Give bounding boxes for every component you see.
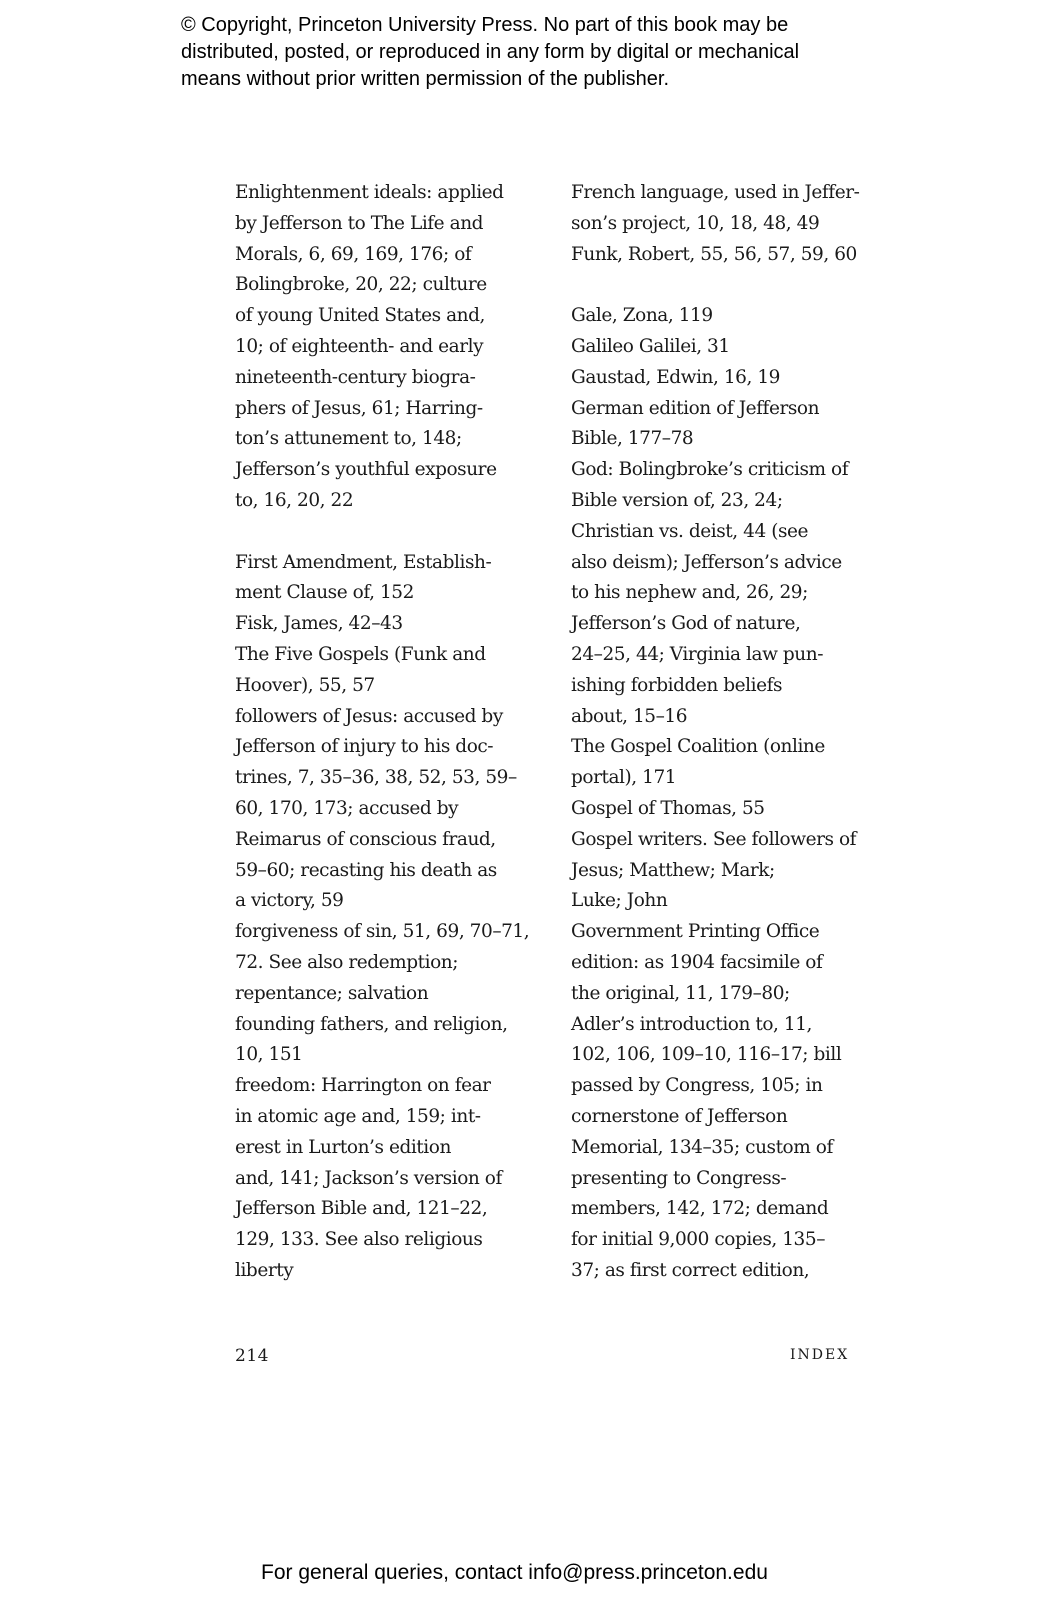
index-entry-line: Morals, 6, 69, 169, 176; of bbox=[235, 243, 472, 265]
index-entry-line: 72. See also redemption; bbox=[235, 951, 459, 973]
index-entry bbox=[571, 332, 871, 363]
copyright-line: means without prior written permission of the publisher. bbox=[181, 68, 670, 90]
index-entry-line: a victory, 59 bbox=[235, 890, 344, 912]
index-entry-line: The Five Gospels (Funk and bbox=[235, 643, 486, 665]
index-entry-line: Bible version of, 23, 24; bbox=[571, 489, 783, 511]
index-entry-line: members, 142, 172; demand bbox=[571, 1198, 829, 1220]
index-entry-line: Galileo Galilei, 31 bbox=[571, 335, 730, 357]
index-entry-line: Enlightenment ideals: applied bbox=[235, 182, 504, 203]
index-entry-line: Christian vs. deist, 44 (see bbox=[571, 520, 809, 542]
index-entry-line: Gospel writers. See followers of bbox=[571, 828, 857, 850]
index-entry-line: repentance; salvation bbox=[235, 982, 429, 1004]
index-entry bbox=[571, 394, 871, 456]
index-column-left bbox=[235, 178, 530, 1287]
index-entry-line: followers of Jesus: accused by bbox=[235, 705, 503, 727]
index-entry bbox=[571, 240, 871, 271]
index-entry-line: ment Clause of, 152 bbox=[235, 582, 414, 604]
index-entry-line: Fisk, James, 42–43 bbox=[235, 613, 403, 635]
index-entry-line: German edition of Jefferson bbox=[571, 397, 820, 419]
index-entry-line: Gale, Zona, 119 bbox=[571, 305, 713, 327]
copyright-line: © Copyright, Princeton University Press. No part of this book may be bbox=[181, 14, 789, 36]
index-entry-line: portal), 171 bbox=[571, 767, 677, 789]
index-entry-line: First Amendment, Establish- bbox=[235, 551, 492, 573]
index-entry bbox=[571, 732, 871, 794]
index-entry-line: son’s project, 10, 18, 48, 49 bbox=[571, 212, 820, 234]
general-queries-contact: For general queries, contact info@press.princeton.edu bbox=[261, 1561, 768, 1584]
index-entry bbox=[235, 1071, 525, 1287]
index-entry-line: cornerstone of Jefferson bbox=[571, 1105, 788, 1127]
index-column-right bbox=[571, 178, 871, 1287]
index-entry-line: God: Bolingbroke’s criticism of bbox=[571, 459, 849, 481]
index-entry-line: about, 15–16 bbox=[571, 705, 688, 727]
letter-group-gap bbox=[571, 270, 871, 301]
index-entry bbox=[235, 702, 525, 918]
index-entry-line: for initial 9,000 copies, 135– bbox=[571, 1229, 826, 1251]
index-entry bbox=[571, 917, 871, 1287]
index-entry-line: Adler’s introduction to, 11, bbox=[571, 1013, 812, 1035]
index-entry-line: founding fathers, and religion, bbox=[235, 1013, 508, 1035]
index-entry-line: Funk, Robert, 55, 56, 57, 59, 60 bbox=[571, 243, 857, 265]
index-entry bbox=[571, 455, 871, 732]
index-entry-line: liberty bbox=[235, 1259, 294, 1281]
index-entry-line: of young United States and, bbox=[235, 305, 485, 327]
copyright-line: distributed, posted, or reproduced in any form by digital or mechanical bbox=[181, 41, 800, 63]
index-entry-line: Government Printing Office bbox=[571, 921, 820, 943]
index-entry bbox=[235, 178, 525, 517]
index-entry-line: 24–25, 44; Virginia law pun- bbox=[571, 643, 824, 665]
index-entry-line: Reimarus of conscious fraud, bbox=[235, 828, 496, 850]
index-entry bbox=[235, 640, 525, 702]
index-entry-line: 10, 151 bbox=[235, 1044, 303, 1066]
index-entry bbox=[571, 301, 871, 332]
index-entry-line: Bible, 177–78 bbox=[571, 428, 694, 450]
index-entry-line: Jefferson’s youthful exposure bbox=[235, 459, 497, 481]
index-entry-line: ishing forbidden beliefs bbox=[571, 674, 783, 696]
index-entry bbox=[235, 548, 525, 610]
index-entry-line: 102, 106, 109–10, 116–17; bill bbox=[571, 1044, 842, 1066]
index-entry-line: Jefferson of injury to his doc- bbox=[235, 736, 494, 758]
copyright-notice bbox=[181, 12, 941, 93]
index-entry-line: 10; of eighteenth- and early bbox=[235, 335, 484, 357]
index-entry bbox=[571, 178, 871, 240]
index-entry-line: forgiveness of sin, 51, 69, 70–71, bbox=[235, 921, 530, 943]
index-entry-line: the original, 11, 179–80; bbox=[571, 982, 790, 1004]
index-entry-line: French language, used in Jeffer- bbox=[571, 182, 860, 203]
index-entry-line: 37; as first correct edition, bbox=[571, 1259, 810, 1281]
index-entry-line: Jefferson Bible and, 121–22, bbox=[235, 1198, 488, 1220]
page-number: 214 bbox=[235, 1346, 269, 1366]
index-entry-line: nineteenth-century biogra- bbox=[235, 366, 476, 388]
index-entry-line: Gospel of Thomas, 55 bbox=[571, 797, 765, 819]
index-entry-line: to his nephew and, 26, 29; bbox=[571, 582, 808, 604]
index-entry-line: Jesus; Matthew; Mark; bbox=[571, 859, 775, 881]
index-entry bbox=[571, 794, 871, 825]
index-entry-line: The Gospel Coalition (online bbox=[571, 736, 825, 758]
index-entry-line: Jefferson’s God of nature, bbox=[571, 613, 801, 635]
index-entry bbox=[235, 609, 525, 640]
index-entry-line: to, 16, 20, 22 bbox=[235, 489, 354, 511]
running-head: INDEX bbox=[790, 1347, 850, 1363]
index-entry-line: 129, 133. See also religious bbox=[235, 1229, 483, 1251]
index-entry bbox=[571, 825, 871, 917]
letter-group-gap bbox=[235, 517, 525, 548]
index-entry bbox=[235, 1010, 525, 1072]
index-entry-line: 59–60; recasting his death as bbox=[235, 859, 497, 881]
index-entry-line: freedom: Harrington on fear bbox=[235, 1075, 491, 1097]
index-entry-line: Luke; John bbox=[571, 890, 668, 912]
index-entry-line: Memorial, 134–35; custom of bbox=[571, 1136, 833, 1158]
index-entry bbox=[571, 363, 871, 394]
index-entry-line: ton’s attunement to, 148; bbox=[235, 428, 462, 450]
index-entry-line: in atomic age and, 159; int- bbox=[235, 1105, 481, 1127]
index-entry-line: Bolingbroke, 20, 22; culture bbox=[235, 274, 487, 296]
index-entry-line: Hoover), 55, 57 bbox=[235, 674, 375, 696]
index-entry-line: phers of Jesus, 61; Harring- bbox=[235, 397, 483, 419]
index-entry-line: erest in Lurton’s edition bbox=[235, 1136, 451, 1158]
index-entry bbox=[235, 917, 530, 1009]
index-entry-line: passed by Congress, 105; in bbox=[571, 1075, 823, 1097]
index-entry-line: by Jefferson to The Life and bbox=[235, 212, 484, 234]
index-entry-line: edition: as 1904 facsimile of bbox=[571, 951, 823, 973]
index-entry-line: also deism); Jefferson’s advice bbox=[571, 551, 842, 573]
index-entry-line: and, 141; Jackson’s version of bbox=[235, 1167, 502, 1189]
index-entry-line: 60, 170, 173; accused by bbox=[235, 797, 459, 819]
index-entry-line: trines, 7, 35–36, 38, 52, 53, 59– bbox=[235, 767, 517, 789]
index-entry-line: Gaustad, Edwin, 16, 19 bbox=[571, 366, 781, 388]
index-entry-line: presenting to Congress- bbox=[571, 1167, 787, 1189]
